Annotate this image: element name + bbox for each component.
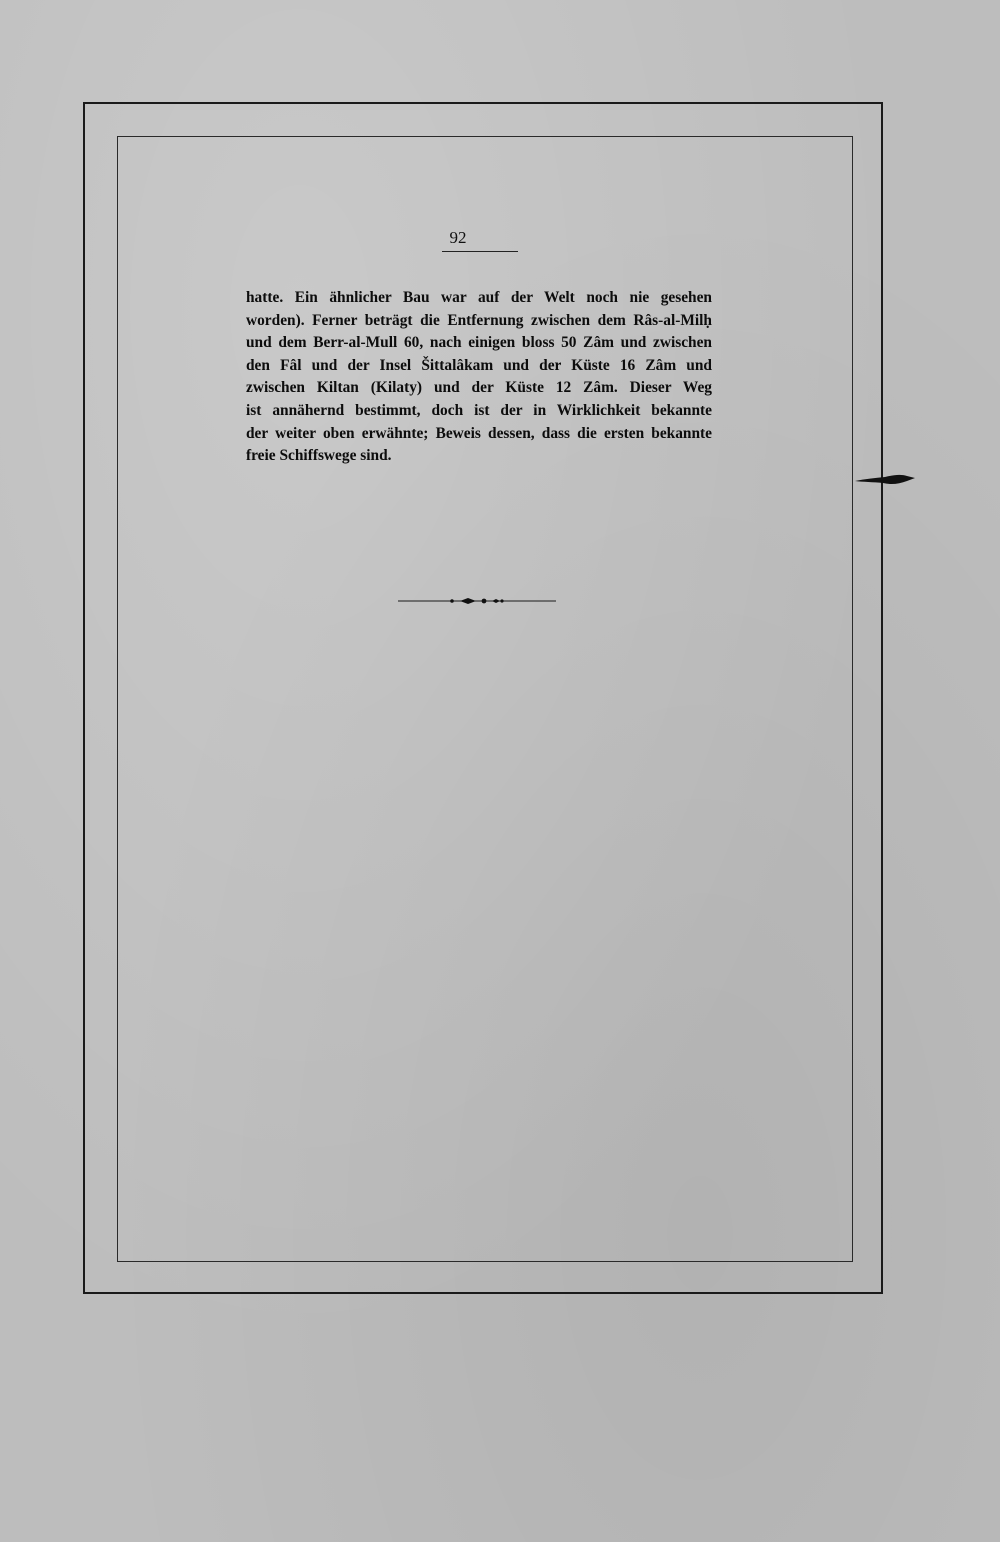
body-paragraph (246, 287, 712, 468)
text-line: ist annähernd bestimmt, doch ist der in Wirklichkeit bekannte (246, 401, 712, 419)
margin-ink-mark (855, 470, 915, 490)
page-number: 92 (449, 228, 467, 247)
page-number-rule (442, 251, 518, 252)
section-end-ornament (398, 594, 556, 608)
text-line: den Fâl und der Insel Šittalâkam und der Küste 16 Zâm und (246, 356, 712, 374)
text-line: zwischen Kiltan (Kilaty) und der Küste 12 Zâm. Dieser Weg (246, 379, 712, 397)
text-line: hatte. Ein ähnlicher Bau war auf der Welt noch nie gesehen (246, 289, 712, 306)
text-line: und dem Berr-al-Mull 60, nach einigen bloss 50 Zâm und zwischen (246, 334, 712, 352)
text-line: der weiter oben erwähnte; Beweis dessen, dass die ersten bekannte (246, 424, 712, 442)
text-line: worden). Ferner beträgt die Entfernung zwischen dem Râs-al-Milḥ (246, 311, 712, 329)
text-line: freie Schiffswege sind. (246, 447, 392, 465)
